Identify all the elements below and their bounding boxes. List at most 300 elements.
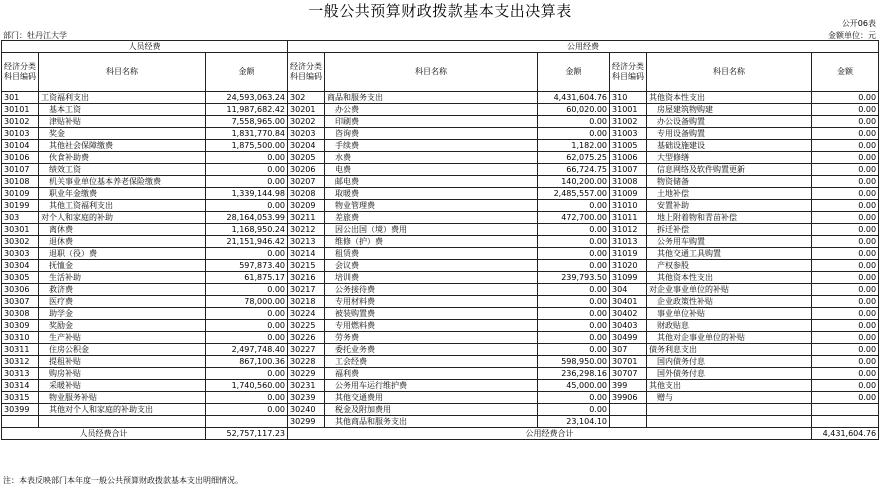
item-amount: 0.00 — [812, 260, 879, 272]
table-row — [2, 164, 879, 176]
item-name: 其他商品和服务支出 — [325, 416, 538, 428]
item-code: 31013 — [610, 236, 647, 248]
item-amount: 0.00 — [206, 200, 288, 212]
item-amount: 0.00 — [812, 152, 879, 164]
item-code: 307 — [610, 344, 647, 356]
report-title: 一般公共预算财政拨款基本支出决算表 — [308, 2, 572, 20]
column-header-amount: 金额 — [206, 53, 288, 92]
item-amount: 21,151,946.42 — [206, 236, 288, 248]
item-code — [610, 416, 647, 428]
item-code: 39906 — [610, 392, 647, 404]
item-name: 津贴补贴 — [39, 116, 206, 128]
item-amount: 28,164,053.99 — [206, 212, 288, 224]
item-amount: 140,200.00 — [538, 176, 610, 188]
item-name: 离休费 — [39, 224, 206, 236]
item-name: 退休费 — [39, 236, 206, 248]
item-amount: 1,182.00 — [538, 140, 610, 152]
item-code: 30199 — [2, 200, 39, 212]
item-amount: 0.00 — [812, 332, 879, 344]
table-row — [2, 284, 879, 296]
item-name: 印刷费 — [325, 116, 538, 128]
item-amount: 11,987,682.42 — [206, 104, 288, 116]
item-amount: 0.00 — [538, 404, 610, 416]
table-row — [2, 152, 879, 164]
item-name: 企业政策性补贴 — [647, 296, 812, 308]
item-name — [647, 416, 812, 428]
item-amount: 78,000.00 — [206, 296, 288, 308]
table-row — [2, 92, 879, 104]
item-name: 工资福利支出 — [39, 92, 206, 104]
item-amount: 0.00 — [538, 344, 610, 356]
item-code: 30306 — [2, 284, 39, 296]
item-code: 30214 — [288, 248, 325, 260]
item-name: 安置补助 — [647, 200, 812, 212]
item-amount: 472,700.00 — [538, 212, 610, 224]
table-row — [2, 296, 879, 308]
item-amount — [206, 416, 288, 428]
item-name: 培训费 — [325, 272, 538, 284]
table-row — [2, 356, 879, 368]
item-code: 31012 — [610, 224, 647, 236]
item-code: 30106 — [2, 152, 39, 164]
item-code: 30209 — [288, 200, 325, 212]
item-amount: 0.00 — [812, 356, 879, 368]
item-amount: 0.00 — [206, 176, 288, 188]
item-name: 公务用车购置 — [647, 236, 812, 248]
table-row — [2, 404, 879, 416]
table-row — [2, 176, 879, 188]
item-code: 31005 — [610, 140, 647, 152]
column-header-amount: 金额 — [812, 53, 879, 92]
item-amount: 1,740,560.00 — [206, 380, 288, 392]
item-code: 31006 — [610, 152, 647, 164]
item-code: 30218 — [288, 296, 325, 308]
item-amount: 0.00 — [538, 116, 610, 128]
item-amount: 0.00 — [812, 140, 879, 152]
item-name: 公务接待费 — [325, 284, 538, 296]
item-amount: 0.00 — [206, 368, 288, 380]
column-header-name: 科目名称 — [325, 53, 538, 92]
item-amount: 0.00 — [538, 128, 610, 140]
item-amount: 4,431,604.76 — [538, 92, 610, 104]
item-amount: 0.00 — [538, 392, 610, 404]
item-code: 30312 — [2, 356, 39, 368]
item-name: 劳务费 — [325, 332, 538, 344]
item-code: 31001 — [610, 104, 647, 116]
item-code: 30101 — [2, 104, 39, 116]
item-amount: 597,873.40 — [206, 260, 288, 272]
item-name: 事业单位补贴 — [647, 308, 812, 320]
item-name: 提租补贴 — [39, 356, 206, 368]
totals-row — [2, 428, 879, 440]
item-name: 其他交通工具购置 — [647, 248, 812, 260]
table-row — [2, 236, 879, 248]
item-name: 维修（护）费 — [325, 236, 538, 248]
item-amount: 0.00 — [812, 212, 879, 224]
item-name: 采暖补贴 — [39, 380, 206, 392]
item-amount: 0.00 — [538, 332, 610, 344]
item-amount: 0.00 — [206, 248, 288, 260]
item-code: 301 — [2, 92, 39, 104]
item-name: 医疗费 — [39, 296, 206, 308]
item-code: 30208 — [288, 188, 325, 200]
item-amount: 0.00 — [812, 128, 879, 140]
item-name: 税金及附加费用 — [325, 404, 538, 416]
table-row — [2, 116, 879, 128]
item-amount: 0.00 — [206, 392, 288, 404]
item-name: 水费 — [325, 152, 538, 164]
item-code: 31002 — [610, 116, 647, 128]
item-name: 债务利息支出 — [647, 344, 812, 356]
table-row — [2, 224, 879, 236]
item-amount: 0.00 — [538, 236, 610, 248]
item-name: 土地补偿 — [647, 188, 812, 200]
item-amount: 0.00 — [538, 248, 610, 260]
item-code: 30211 — [288, 212, 325, 224]
personnel-total-value: 52,757,117.23 — [206, 428, 288, 440]
table-row — [2, 260, 879, 272]
item-amount: 0.00 — [812, 92, 879, 104]
item-name: 退职（役）费 — [39, 248, 206, 260]
item-name: 房屋建筑物购建 — [647, 104, 812, 116]
item-amount: 0.00 — [538, 308, 610, 320]
item-amount — [812, 416, 879, 428]
item-code: 304 — [610, 284, 647, 296]
item-code: 30315 — [2, 392, 39, 404]
item-name: 咨询费 — [325, 128, 538, 140]
item-name: 财政贴息 — [647, 320, 812, 332]
item-code: 31008 — [610, 176, 647, 188]
item-code — [2, 416, 39, 428]
item-amount: 0.00 — [812, 164, 879, 176]
column-header-name: 科目名称 — [647, 53, 812, 92]
table-row — [2, 368, 879, 380]
item-code: 30707 — [610, 368, 647, 380]
item-code: 30213 — [288, 236, 325, 248]
item-name: 基础设施建设 — [647, 140, 812, 152]
item-amount — [812, 404, 879, 416]
item-name: 对企业事业单位的补贴 — [647, 284, 812, 296]
item-name: 基本工资 — [39, 104, 206, 116]
item-amount: 24,593,063.24 — [206, 92, 288, 104]
item-name: 国内债务付息 — [647, 356, 812, 368]
item-code: 31020 — [610, 260, 647, 272]
expenditure-table — [1, 40, 879, 440]
item-code: 30104 — [2, 140, 39, 152]
item-name: 取暖费 — [325, 188, 538, 200]
item-amount: 7,558,965.00 — [206, 116, 288, 128]
item-amount: 0.00 — [812, 380, 879, 392]
item-name: 办公设备购置 — [647, 116, 812, 128]
item-code: 302 — [288, 92, 325, 104]
item-name: 物业管理费 — [325, 200, 538, 212]
item-code: 30303 — [2, 248, 39, 260]
column-header-name: 科目名称 — [39, 53, 206, 92]
table-row — [2, 248, 879, 260]
item-code: 30103 — [2, 128, 39, 140]
item-amount: 62,075.25 — [538, 152, 610, 164]
item-name: 会议费 — [325, 260, 538, 272]
item-name: 赠与 — [647, 392, 812, 404]
item-code: 30108 — [2, 176, 39, 188]
item-name: 奖励金 — [39, 320, 206, 332]
item-code: 30226 — [288, 332, 325, 344]
item-name: 其他交通费用 — [325, 392, 538, 404]
table-row — [2, 392, 879, 404]
item-name: 其他资本性支出 — [647, 92, 812, 104]
item-code: 31019 — [610, 248, 647, 260]
item-name: 生产补贴 — [39, 332, 206, 344]
item-code: 30401 — [610, 296, 647, 308]
item-amount: 60,020.00 — [538, 104, 610, 116]
item-amount: 0.00 — [812, 224, 879, 236]
column-header-code: 经济分类科目编码 — [288, 53, 325, 92]
item-name: 专用设备购置 — [647, 128, 812, 140]
item-code: 303 — [2, 212, 39, 224]
item-name: 被装购置费 — [325, 308, 538, 320]
column-header-code: 经济分类科目编码 — [2, 53, 39, 92]
item-code: 30102 — [2, 116, 39, 128]
item-name: 大型修缮 — [647, 152, 812, 164]
item-amount: 867,100.36 — [206, 356, 288, 368]
item-name: 机关事业单位基本养老保险缴费 — [39, 176, 206, 188]
item-name: 助学金 — [39, 308, 206, 320]
item-name: 手续费 — [325, 140, 538, 152]
item-amount: 0.00 — [812, 236, 879, 248]
item-code: 30301 — [2, 224, 39, 236]
item-name: 住房公积金 — [39, 344, 206, 356]
item-amount: 0.00 — [812, 344, 879, 356]
item-amount: 0.00 — [812, 188, 879, 200]
item-name: 其他对个人和家庭的补助支出 — [39, 404, 206, 416]
item-amount: 598,950.00 — [538, 356, 610, 368]
item-code: 31011 — [610, 212, 647, 224]
item-name: 其他支出 — [647, 380, 812, 392]
item-name: 抚恤金 — [39, 260, 206, 272]
item-name: 差旅费 — [325, 212, 538, 224]
item-code: 30203 — [288, 128, 325, 140]
item-name: 购房补贴 — [39, 368, 206, 380]
item-code: 30109 — [2, 188, 39, 200]
item-amount: 1,168,950.24 — [206, 224, 288, 236]
item-amount: 1,875,500.00 — [206, 140, 288, 152]
item-code: 30701 — [610, 356, 647, 368]
item-name: 租赁费 — [325, 248, 538, 260]
item-amount: 0.00 — [812, 116, 879, 128]
footnote: 注：本表反映部门本年度一般公共预算财政拨款基本支出明细情况。 — [3, 476, 243, 485]
item-amount: 0.00 — [812, 296, 879, 308]
table-row — [2, 104, 879, 116]
table-row — [2, 272, 879, 284]
item-amount: 2,497,748.40 — [206, 344, 288, 356]
item-code: 31009 — [610, 188, 647, 200]
item-code: 30307 — [2, 296, 39, 308]
item-code: 30313 — [2, 368, 39, 380]
item-code — [610, 404, 647, 416]
item-name: 其他工资福利支出 — [39, 200, 206, 212]
item-name: 邮电费 — [325, 176, 538, 188]
item-name — [39, 416, 206, 428]
item-code: 30402 — [610, 308, 647, 320]
personnel-total-label: 人员经费合计 — [2, 428, 206, 440]
item-amount: 1,339,144.98 — [206, 188, 288, 200]
table-row — [2, 416, 879, 428]
item-amount: 1,831,770.84 — [206, 128, 288, 140]
item-amount: 45,000.00 — [538, 380, 610, 392]
table-row — [2, 308, 879, 320]
item-amount: 0.00 — [812, 104, 879, 116]
item-code: 30216 — [288, 272, 325, 284]
item-name: 电费 — [325, 164, 538, 176]
item-amount: 0.00 — [538, 224, 610, 236]
item-amount: 0.00 — [538, 320, 610, 332]
item-code: 30239 — [288, 392, 325, 404]
item-amount: 61,875.17 — [206, 272, 288, 284]
table-row — [2, 332, 879, 344]
item-amount: 0.00 — [206, 164, 288, 176]
item-name: 其他对企事业单位的补贴 — [647, 332, 812, 344]
item-amount: 0.00 — [538, 200, 610, 212]
item-name: 专用材料费 — [325, 296, 538, 308]
item-name: 物资储备 — [647, 176, 812, 188]
item-amount: 0.00 — [538, 296, 610, 308]
table-row — [2, 344, 879, 356]
item-code: 30225 — [288, 320, 325, 332]
item-code: 30314 — [2, 380, 39, 392]
item-name — [647, 404, 812, 416]
item-amount: 0.00 — [812, 368, 879, 380]
personnel-group-header: 人员经费 — [2, 41, 288, 53]
table-row — [2, 140, 879, 152]
item-code: 30202 — [288, 116, 325, 128]
item-code: 30204 — [288, 140, 325, 152]
item-amount: 0.00 — [812, 320, 879, 332]
item-amount: 0.00 — [206, 308, 288, 320]
item-name: 商品和服务支出 — [325, 92, 538, 104]
item-amount: 23,104.10 — [538, 416, 610, 428]
item-amount: 0.00 — [812, 284, 879, 296]
column-header-amount: 金额 — [538, 53, 610, 92]
item-code: 310 — [610, 92, 647, 104]
item-code: 30201 — [288, 104, 325, 116]
item-code: 30231 — [288, 380, 325, 392]
item-name: 对个人和家庭的补助 — [39, 212, 206, 224]
item-amount: 66,724.75 — [538, 164, 610, 176]
item-code: 31010 — [610, 200, 647, 212]
item-amount: 236,298.16 — [538, 368, 610, 380]
item-name: 绩效工资 — [39, 164, 206, 176]
item-code: 30228 — [288, 356, 325, 368]
item-code: 30399 — [2, 404, 39, 416]
item-amount: 0.00 — [812, 176, 879, 188]
item-name: 公务用车运行维护费 — [325, 380, 538, 392]
item-amount: 0.00 — [538, 284, 610, 296]
item-amount: 0.00 — [206, 404, 288, 416]
item-name: 其他资本性支出 — [647, 272, 812, 284]
table-row — [2, 380, 879, 392]
item-code: 30107 — [2, 164, 39, 176]
item-code: 30224 — [288, 308, 325, 320]
item-amount: 0.00 — [812, 272, 879, 284]
item-name: 拆迁补偿 — [647, 224, 812, 236]
item-code: 30302 — [2, 236, 39, 248]
item-code: 30311 — [2, 344, 39, 356]
public-total-value: 4,431,604.76 — [812, 428, 879, 440]
table-row — [2, 320, 879, 332]
table-row — [2, 188, 879, 200]
item-name: 办公费 — [325, 104, 538, 116]
item-code: 30205 — [288, 152, 325, 164]
item-code: 30308 — [2, 308, 39, 320]
item-amount: 239,793.50 — [538, 272, 610, 284]
item-amount: 0.00 — [812, 308, 879, 320]
item-name: 救济费 — [39, 284, 206, 296]
item-name: 福利费 — [325, 368, 538, 380]
item-code: 30229 — [288, 368, 325, 380]
item-name: 生活补助 — [39, 272, 206, 284]
item-code: 30206 — [288, 164, 325, 176]
item-name: 伙食补助费 — [39, 152, 206, 164]
table-row — [2, 128, 879, 140]
item-code: 30403 — [610, 320, 647, 332]
item-code: 30207 — [288, 176, 325, 188]
item-code: 30240 — [288, 404, 325, 416]
item-name: 工会经费 — [325, 356, 538, 368]
item-name: 产权参股 — [647, 260, 812, 272]
table-row — [2, 212, 879, 224]
item-amount: 2,485,557.00 — [538, 188, 610, 200]
item-amount: 0.00 — [812, 392, 879, 404]
public-total-label: 公用经费合计 — [288, 428, 812, 440]
item-name: 奖金 — [39, 128, 206, 140]
item-amount: 0.00 — [206, 320, 288, 332]
item-code: 30217 — [288, 284, 325, 296]
item-amount: 0.00 — [812, 248, 879, 260]
item-code: 30310 — [2, 332, 39, 344]
item-code: 31007 — [610, 164, 647, 176]
item-code: 30499 — [610, 332, 647, 344]
item-name: 因公出国（境）费用 — [325, 224, 538, 236]
item-code: 399 — [610, 380, 647, 392]
item-code: 31003 — [610, 128, 647, 140]
item-code: 31099 — [610, 272, 647, 284]
item-amount: 0.00 — [538, 260, 610, 272]
item-amount: 0.00 — [206, 284, 288, 296]
item-code: 30309 — [2, 320, 39, 332]
item-code: 30305 — [2, 272, 39, 284]
item-name: 其他社会保障缴费 — [39, 140, 206, 152]
item-code: 30227 — [288, 344, 325, 356]
item-name: 国外债务付息 — [647, 368, 812, 380]
form-code: 公开06表 — [841, 19, 876, 28]
item-code: 30304 — [2, 260, 39, 272]
item-amount: 0.00 — [812, 200, 879, 212]
item-amount: 0.00 — [206, 332, 288, 344]
department-label: 部门：牡丹江大学 — [3, 31, 67, 40]
item-amount: 0.00 — [206, 152, 288, 164]
item-code: 30215 — [288, 260, 325, 272]
item-name: 专用燃料费 — [325, 320, 538, 332]
item-name: 信息网络及软件购置更新 — [647, 164, 812, 176]
unit-label: 金额单位：元 — [828, 31, 876, 40]
public-group-header: 公用经费 — [288, 41, 879, 53]
item-name: 物业服务补贴 — [39, 392, 206, 404]
item-code: 30299 — [288, 416, 325, 428]
column-header-code: 经济分类科目编码 — [610, 53, 647, 92]
item-name: 职业年金缴费 — [39, 188, 206, 200]
table-row — [2, 200, 879, 212]
item-code: 30212 — [288, 224, 325, 236]
